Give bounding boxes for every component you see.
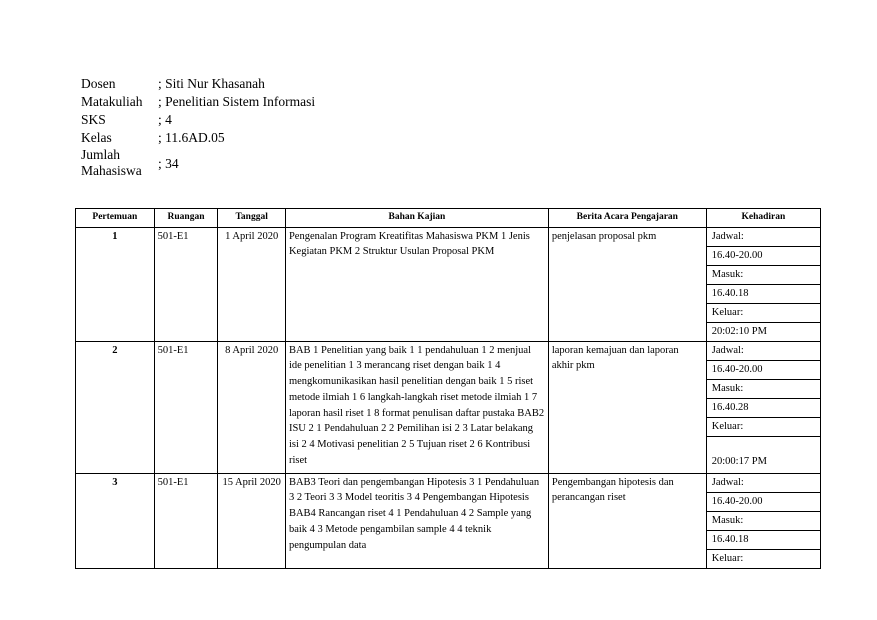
masuk-label: Masuk: bbox=[707, 266, 820, 285]
jadwal-label: Jadwal: bbox=[707, 342, 820, 361]
keluar-value: 20:02:10 PM bbox=[711, 325, 767, 337]
pertemuan-cell: 3 bbox=[76, 473, 155, 568]
kelas-value: ; 11.6AD.05 bbox=[158, 130, 225, 145]
info-sks bbox=[81, 111, 315, 129]
tanggal-cell: 1 April 2020 bbox=[218, 227, 286, 341]
masuk-value: 16.40.18 bbox=[707, 531, 820, 550]
masuk-label: Masuk: bbox=[707, 380, 820, 399]
ruangan-cell: 501-E1 bbox=[154, 341, 218, 473]
header-kehadiran: Kehadiran bbox=[706, 209, 820, 228]
dosen-label: Dosen bbox=[81, 76, 116, 91]
schedule-table bbox=[75, 208, 821, 569]
keluar-label: Keluar: bbox=[707, 304, 820, 323]
table-row bbox=[76, 473, 821, 568]
kehadiran-cell bbox=[706, 227, 820, 341]
info-jumlah bbox=[81, 147, 315, 183]
keluar-label: Keluar: bbox=[707, 418, 820, 437]
masuk-label: Masuk: bbox=[707, 512, 820, 531]
info-kelas bbox=[81, 129, 315, 147]
jumlah-value: ; 34 bbox=[158, 156, 179, 171]
info-matakuliah bbox=[81, 93, 315, 111]
sks-label: SKS bbox=[81, 112, 106, 127]
matakuliah-label: Matakuliah bbox=[81, 94, 143, 109]
jumlah-label-line2: Mahasiswa bbox=[81, 163, 142, 178]
kehadiran-cell bbox=[706, 473, 820, 568]
tanggal-cell: 8 April 2020 bbox=[218, 341, 286, 473]
bahan-kajian-cell: BAB 1 Penelitian yang baik 1 1 pendahuluan 1 2 menjual ide penelitian 1 3 merancang riset dengan baik 1 4 mengkomunikasikan hasil penelitian dengan baik 1 5 riset metode ilmiah 1 6 langkah-langkah riset metode ilmiah 1 7 laporan hasil riset 1 8 format penulisan daftar pustaka BAB2 ISU 2 1 Pendahuluan 2 2 Pemilihan isi 2 3 Latar belakang isi 2 4 Motivasi penelitian 2 5 Tujuan riset 2 6 Kontribusi riset bbox=[285, 341, 548, 473]
table-row bbox=[76, 227, 821, 341]
berita-acara-cell: Pengembangan hipotesis dan perancangan riset bbox=[548, 473, 706, 568]
header-tanggal: Tanggal bbox=[218, 209, 286, 228]
jadwal-label: Jadwal: bbox=[707, 474, 820, 493]
header-berita-acara: Berita Acara Pengajaran bbox=[548, 209, 706, 228]
course-info bbox=[81, 75, 315, 183]
header-ruangan: Ruangan bbox=[154, 209, 218, 228]
tanggal-cell: 15 April 2020 bbox=[218, 473, 286, 568]
pertemuan-cell: 1 bbox=[76, 227, 155, 341]
jadwal-value: 16.40-20.00 bbox=[707, 361, 820, 380]
matakuliah-value: ; Penelitian Sistem Informasi bbox=[158, 94, 316, 109]
jadwal-value: 16.40-20.00 bbox=[707, 247, 820, 266]
header-bahan-kajian: Bahan Kajian bbox=[285, 209, 548, 228]
pertemuan-cell: 2 bbox=[76, 341, 155, 473]
masuk-value: 16.40.18 bbox=[707, 285, 820, 304]
berita-acara-cell: laporan kemajuan dan laporan akhir pkm bbox=[548, 341, 706, 473]
jadwal-label: Jadwal: bbox=[707, 228, 820, 247]
bahan-kajian-cell: Pengenalan Program Kreatifitas Mahasiswa PKM 1 Jenis Kegiatan PKM 2 Struktur Usulan Proposal PKM bbox=[285, 227, 548, 341]
bahan-kajian-cell: BAB3 Teori dan pengembangan Hipotesis 3 1 Pendahuluan 3 2 Teori 3 3 Model teoritis 3 4 Pengembangan Hipotesis BAB4 Rancangan riset 4 1 Pendahuluan 4 2 Sample yang baik 4 3 Metode pengambilan sample 4 4 teknik pengumpulan data bbox=[285, 473, 548, 568]
keluar-value: 20:00:17 PM bbox=[711, 456, 767, 467]
table-row bbox=[76, 341, 821, 473]
berita-acara-cell: penjelasan proposal pkm bbox=[548, 227, 706, 341]
masuk-value: 16.40.28 bbox=[707, 399, 820, 418]
table-header-row bbox=[76, 209, 821, 228]
jumlah-label-line1: Jumlah bbox=[81, 147, 120, 162]
keluar-label: Keluar: bbox=[711, 552, 744, 564]
jumlah-label bbox=[81, 147, 158, 179]
sks-value: ; 4 bbox=[158, 112, 172, 127]
dosen-value: ; Siti Nur Khasanah bbox=[158, 76, 265, 91]
kehadiran-cell bbox=[706, 341, 820, 473]
jadwal-value: 16.40-20.00 bbox=[707, 493, 820, 512]
info-dosen bbox=[81, 75, 315, 93]
header-pertemuan: Pertemuan bbox=[76, 209, 155, 228]
ruangan-cell: 501-E1 bbox=[154, 227, 218, 341]
ruangan-cell: 501-E1 bbox=[154, 473, 218, 568]
kelas-label: Kelas bbox=[81, 130, 112, 145]
